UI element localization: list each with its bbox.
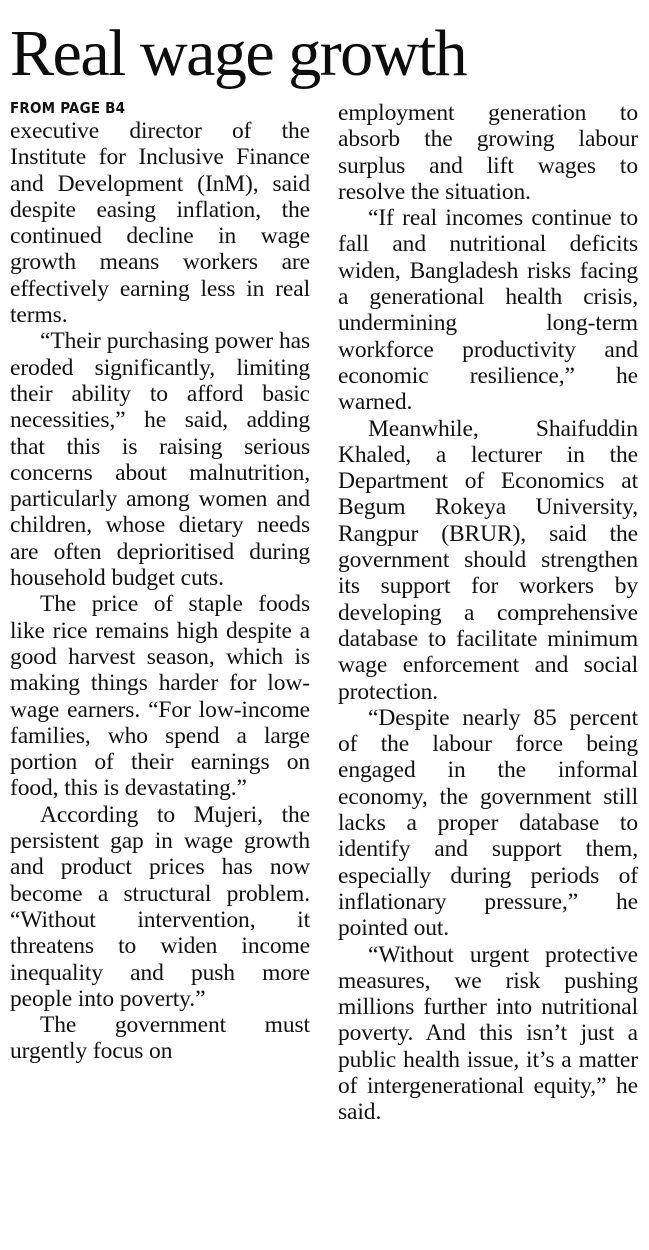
body-paragraph: executive director of the Institute for Inclusive Finance and Development (InM), said despite easing inflation, the continued decline in wage growth means workers are effectively earning less in real terms.	[10, 118, 310, 329]
body-paragraph: According to Mujeri, the persistent gap in wage growth and product prices has now become a structural problem. “Without intervention, it threatens to widen income inequality and push more people into poverty.”	[10, 801, 310, 1012]
body-paragraph: The government must urgently focus on	[10, 1012, 310, 1065]
body-paragraph: “Their purchasing power has eroded significantly, limiting their ability to afford basic necessities,” he said, adding that this is raising serious concerns about malnutrition, particularly among women and children, whose dietary needs are often deprioritised during household budget cuts.	[10, 328, 310, 592]
continuation-kicker: FROM PAGE B4	[10, 99, 126, 117]
body-paragraph: “If real incomes continue to fall and nutritional deficits widen, Bangladesh risks facing a generational health crisis, undermining long-term workforce productivity and economic resilience,” he warned.	[338, 205, 638, 416]
article-headline: Real wage growth	[10, 17, 467, 90]
article-column-left	[10, 100, 310, 1065]
article-column-right	[338, 100, 638, 1126]
body-paragraph: employment generation to absorb the growing labour surplus and lift wages to resolve the situation.	[338, 100, 638, 205]
body-paragraph: Meanwhile, Shaifuddin Khaled, a lecturer in the Department of Economics at Begum Rokeya University, Rangpur (BRUR), said the government should strengthen its support for workers by developing a comprehensive database to facilitate minimum wage enforcement and social protection.	[338, 415, 638, 705]
body-paragraph: “Without urgent protective measures, we risk pushing millions further into nutritional poverty. And this isn’t just a public health issue, it’s a matter of intergenerational equity,” he said.	[338, 941, 638, 1126]
body-paragraph: “Despite nearly 85 percent of the labour force being engaged in the informal economy, the government still lacks a proper database to identify and support them, especially during periods of inflationary pressure,” he pointed out.	[338, 704, 638, 942]
body-paragraph: The price of staple foods like rice remains high despite a good harvest season, which is making things harder for low-wage earners. “For low-income families, who spend a large portion of their earnings on food, this is devastating.”	[10, 591, 310, 802]
